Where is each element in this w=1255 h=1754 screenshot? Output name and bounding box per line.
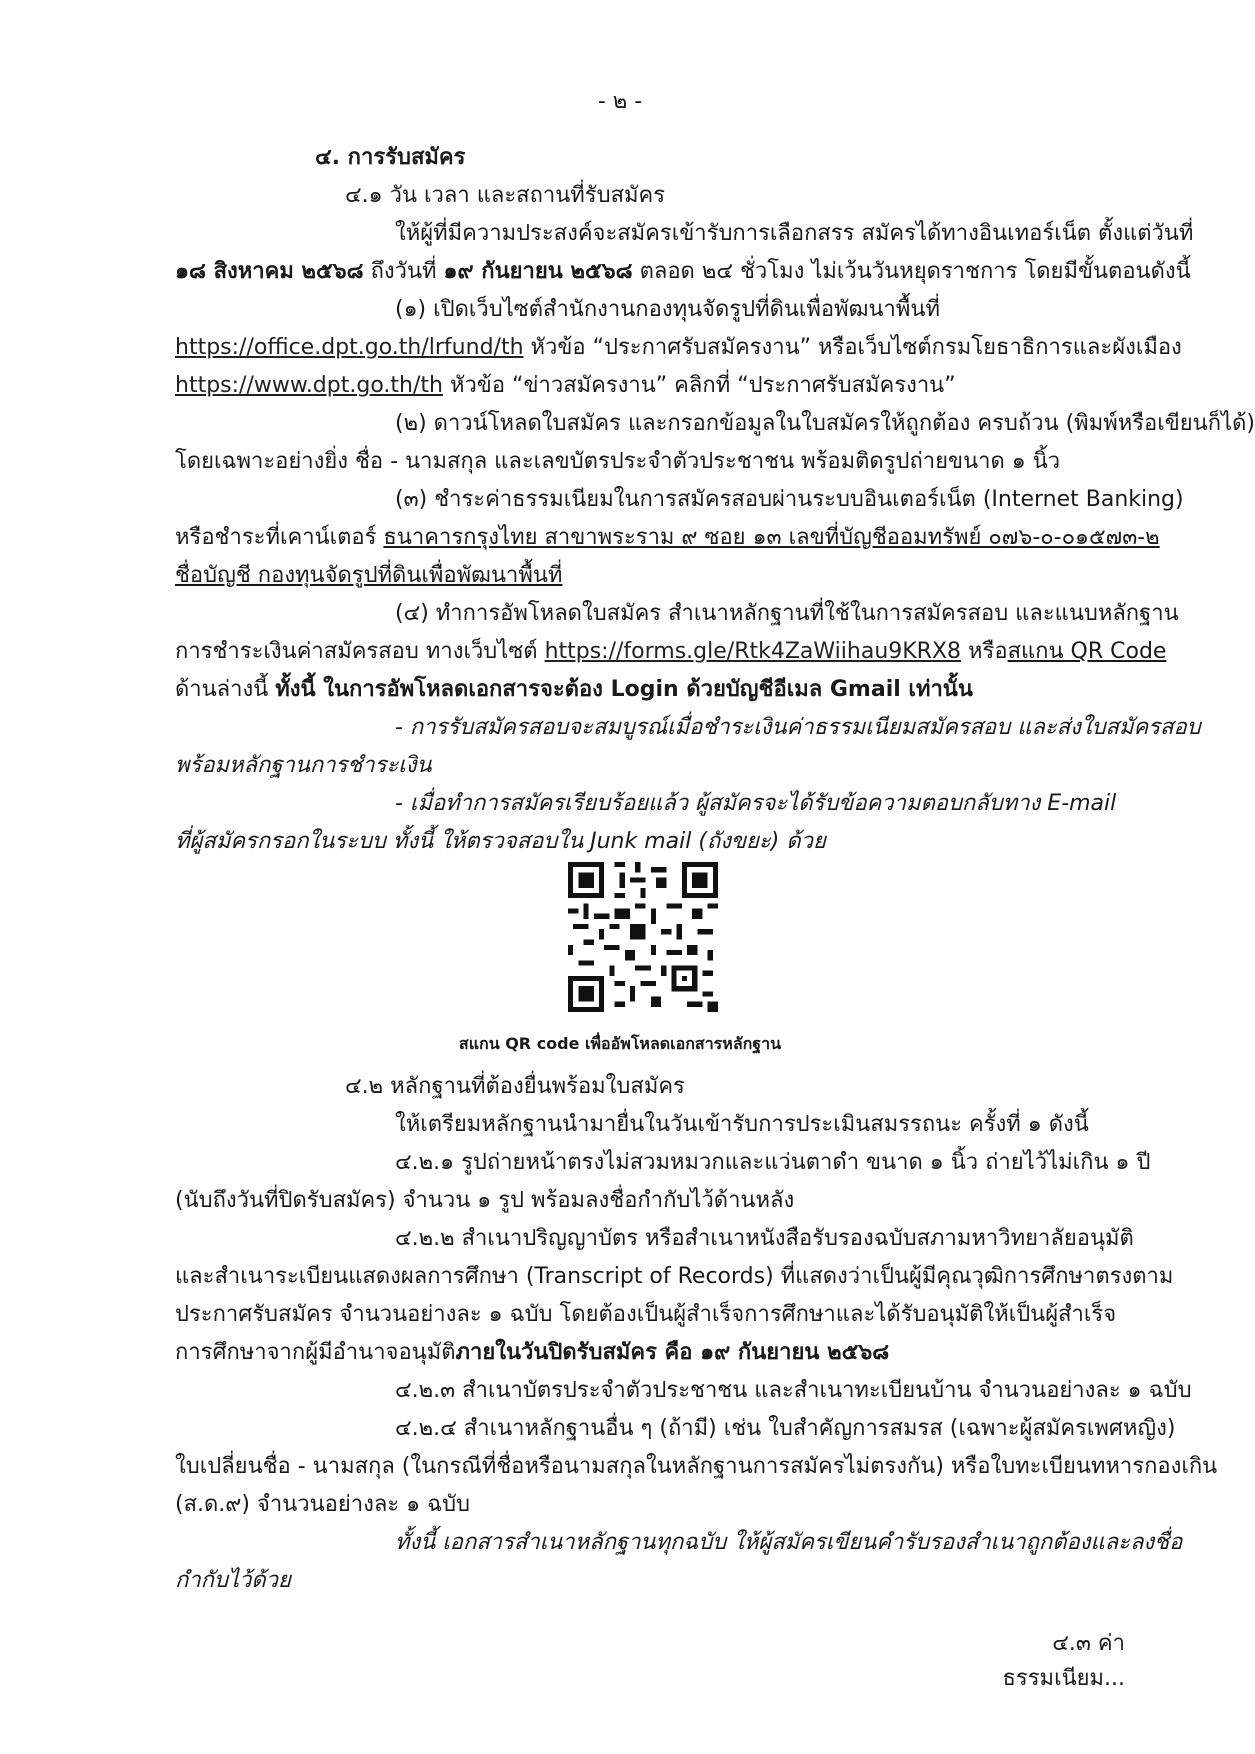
section-title: ๔. การรับสมัคร	[315, 145, 466, 170]
closing-line2: กำกับไว้ด้วย	[175, 1568, 291, 1593]
item4-line2: ใบเปลี่ยนชื่อ - นามสกุล (ในกรณีที่ชื่อหรือนามสกุลในหลักฐานการสมัครไม่ตรงกัน) หรือใบทะเบียนทหารกองเกิน	[175, 1454, 1218, 1479]
step2-line2: โดยเฉพาะอย่างยิ่ง ชื่อ - นามสกุล และเลขบัตรประจำตัวประชาชน พร้อมติดรูปถ่ายขนาด ๑ นิ้ว	[175, 449, 1061, 474]
note2-line1: - เมื่อทำการสมัครเรียบร้อยแล้ว ผู้สมัครจะได้รับข้อความตอบกลับทาง E-mail	[395, 791, 1117, 816]
step1-line3: https://www.dpt.go.th/th หัวข้อ “ข่าวสมัครงาน” คลิกที่ “ประกาศรับสมัครงาน”	[175, 373, 956, 398]
step1-line1: (๑) เปิดเว็บไซต์สำนักงานกองทุนจัดรูปที่ดินเพื่อพัฒนาพื้นที่	[395, 297, 940, 322]
next-page-reference: ๔.๓ ค่าธรรมเนียม...	[1002, 1631, 1125, 1691]
gmail-requirement: ทั้งนี้ ในการอัพโหลดเอกสารจะต้อง Login ด้วยบัญชีอีเมล Gmail เท่านั้น	[275, 677, 973, 702]
step3-line1: (๓) ชำระค่าธรรมเนียมในการสมัครสอบผ่านระบบอินเตอร์เน็ต (Internet Banking)	[395, 487, 1184, 512]
step4-line1: (๔) ทำการอัพโหลดใบสมัคร สำเนาหลักฐานที่ใช้ในการสมัครสอบ และแนบหลักฐาน	[395, 601, 1179, 626]
note1-line1: - การรับสมัครสอบจะสมบูรณ์เมื่อชำระเงินค่าธรรมเนียมสมัครสอบ และส่งใบสมัครสอบ	[395, 715, 1201, 740]
item2-line1: ๔.๒.๒ สำเนาปริญญาบัตร หรือสำเนาหนังสือรับรองฉบับสภามหาวิทยาลัยอนุมัติ	[395, 1226, 1134, 1251]
item2-line3: ประกาศรับสมัคร จำนวนอย่างละ ๑ ฉบับ โดยต้องเป็นผู้สำเร็จการศึกษาและได้รับอนุมัติให้เป็นผู้สำเร็จ	[175, 1302, 1117, 1327]
sub1-intro-1: ให้ผู้ที่มีความประสงค์จะสมัครเข้ารับการเลือกสรร สมัครได้ทางอินเทอร์เน็ต ตั้งแต่วันที่	[395, 221, 1194, 246]
page-number: - ๒ -	[597, 89, 643, 114]
office-link[interactable]: https://office.dpt.go.th/lrfund/th	[175, 335, 524, 360]
note2-line2: ที่ผู้สมัครกรอกในระบบ ทั้งนี้ ให้ตรวจสอบใน Junk mail (ถังขยะ) ด้วย	[175, 829, 826, 854]
closing-line1: ทั้งนี้ เอกสารสำเนาหลักฐานทุกฉบับ ให้ผู้สมัครเขียนคำรับรองสำเนาถูกต้องและลงชื่อ	[395, 1530, 1183, 1555]
qr-caption: สแกน QR code เพื่ออัพโหลดเอกสารหลักฐาน	[458, 1034, 782, 1053]
bank-account-name: ชื่อบัญชี กองทุนจัดรูปที่ดินเพื่อพัฒนาพื้นที่	[175, 563, 563, 588]
item1-line2: (นับถึงวันที่ปิดรับสมัคร) จำนวน ๑ รูป พร้อมลงชื่อกำกับไว้ด้านหลัง	[175, 1188, 795, 1213]
bank-account-detail: ธนาคารกรุงไทย สาขาพระราม ๙ ซอย ๑๓ เลขที่บัญชีออมทรัพย์ ๐๗๖-๐-๐๑๕๗๓-๒	[383, 525, 1160, 550]
sub1-heading: ๔.๑ วัน เวลา และสถานที่รับสมัคร	[345, 183, 666, 208]
note1-line2: พร้อมหลักฐานการชำระเงิน	[175, 753, 432, 778]
sub1-intro-2: ๑๘ สิงหาคม ๒๕๖๘ ถึงวันที่ ๑๙ กันยายน ๒๕๖๘ ตลอด ๒๔ ชั่วโมง ไม่เว้นวันหยุดราชการ โดยมีขั้นตอนดังนี้	[175, 259, 1191, 284]
step4-line3: ด้านล่างนี้ ทั้งนี้ ในการอัพโหลดเอกสารจะต้อง Login ด้วยบัญชีอีเมล Gmail เท่านั้น	[175, 677, 973, 702]
deadline: ภายในวันปิดรับสมัคร คือ ๑๙ กันยายน ๒๕๖๘	[455, 1340, 890, 1365]
end-date: ๑๙ กันยายน ๒๕๖๘	[443, 259, 633, 284]
scan-qr-text: สแกน QR Code	[1007, 639, 1167, 664]
dpt-link[interactable]: https://www.dpt.go.th/th	[175, 373, 443, 398]
google-form-link[interactable]: https://forms.gle/Rtk4ZaWiihau9KRX8	[544, 639, 962, 664]
item3: ๔.๒.๓ สำเนาบัตรประจำตัวประชาชน และสำเนาทะเบียนบ้าน จำนวนอย่างละ ๑ ฉบับ	[395, 1378, 1192, 1403]
step2-line1: (๒) ดาวน์โหลดใบสมัคร และกรอกข้อมูลในใบสมัครให้ถูกต้อง ครบถ้วน (พิมพ์หรือเขียนก็ได้)	[395, 411, 1255, 436]
item4-line1: ๔.๒.๔ สำเนาหลักฐานอื่น ๆ (ถ้ามี) เช่น ใบสำคัญการสมรส (เฉพาะผู้สมัครเพศหญิง)	[395, 1416, 1176, 1441]
qr-code-icon[interactable]	[568, 862, 718, 1012]
start-date: ๑๘ สิงหาคม ๒๕๖๘	[175, 259, 364, 284]
item2-line4: การศึกษาจากผู้มีอำนาจอนุมัติภายในวันปิดรับสมัคร คือ ๑๙ กันยายน ๒๕๖๘	[175, 1340, 890, 1365]
sub2-intro: ให้เตรียมหลักฐานนำมายื่นในวันเข้ารับการประเมินสมรรถนะ ครั้งที่ ๑ ดังนี้	[395, 1112, 1089, 1137]
step1-line2: https://office.dpt.go.th/lrfund/th หัวข้อ “ประกาศรับสมัครงาน” หรือเว็บไซต์กรมโยธาธิการและผังเมือง	[175, 335, 1182, 360]
step3-line2: หรือชำระที่เคาน์เตอร์ ธนาคารกรุงไทย สาขาพระราม ๙ ซอย ๑๓ เลขที่บัญชีออมทรัพย์ ๐๗๖-๐-๐๑๕๗๓-๒	[175, 525, 1160, 550]
item2-line2: และสำเนาระเบียนแสดงผลการศึกษา (Transcript of Records) ที่แสดงว่าเป็นผู้มีคุณวุฒิการศึกษาตรงตาม	[175, 1264, 1174, 1289]
sub2-heading: ๔.๒ หลักฐานที่ต้องยื่นพร้อมใบสมัคร	[345, 1074, 685, 1099]
item1-line1: ๔.๒.๑ รูปถ่ายหน้าตรงไม่สวมหมวกและแว่นตาดำ ขนาด ๑ นิ้ว ถ่ายไว้ไม่เกิน ๑ ปี	[395, 1150, 1151, 1175]
item4-line3: (ส.ด.๙) จำนวนอย่างละ ๑ ฉบับ	[175, 1492, 471, 1517]
step4-line2: การชำระเงินค่าสมัครสอบ ทางเว็บไซต์ https://forms.gle/Rtk4ZaWiihau9KRX8 หรือสแกน QR Code	[175, 639, 1167, 664]
